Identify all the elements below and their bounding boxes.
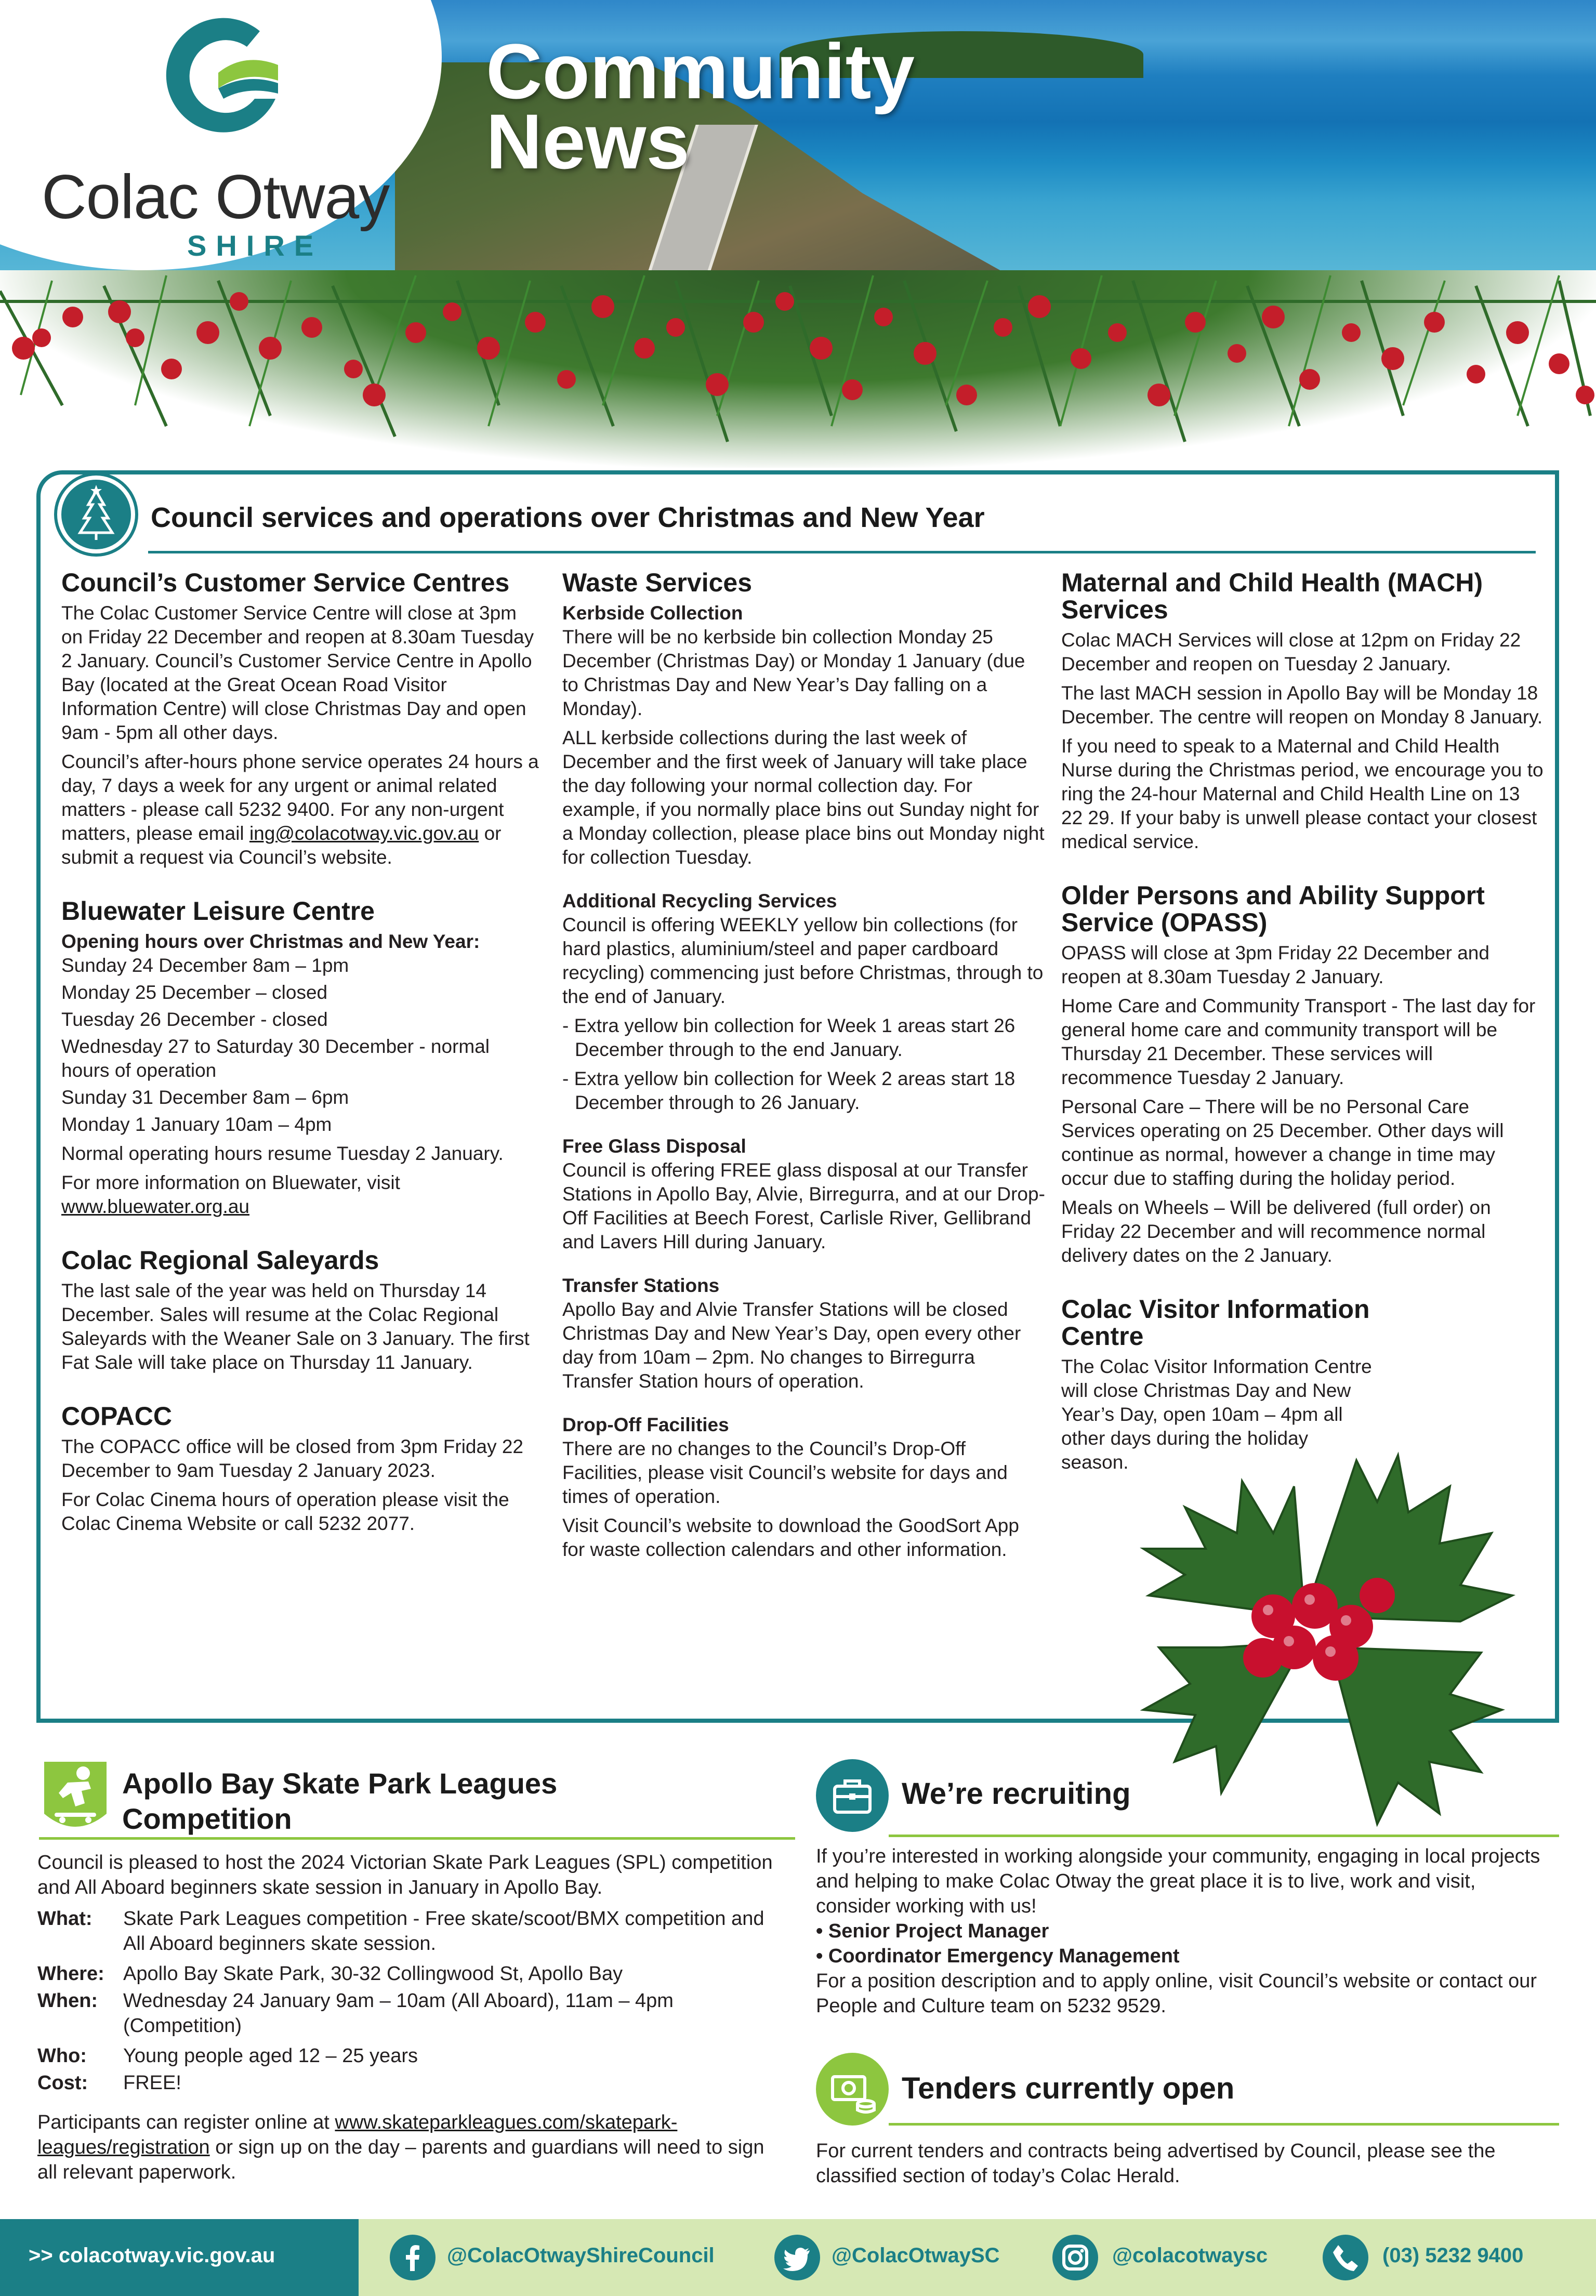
recycling-text: Council is offering WEEKLY yellow bin collections (for hard plastics, aluminium/steel and paper cardboard recycling) commencing just before Christmas, through to the end of January.	[562, 914, 1044, 1007]
heading-rule	[148, 551, 1536, 553]
copacc-title: COPACC	[61, 1402, 172, 1431]
title-line-2: News	[486, 98, 690, 185]
bluewater-hours-row: Monday 25 December – closed	[61, 982, 328, 1003]
role-item: • Coordinator Emergency Management	[816, 1945, 1180, 1967]
phone-number[interactable]: (03) 5232 9400	[1382, 2244, 1524, 2267]
copacc-text-1: The COPACC office will be closed from 3pm Friday 22 December to 9am Tuesday 2 January 2023.	[61, 1436, 524, 1481]
customer-service-text-2: Council’s after-hours phone service operates 24 hours a day, 7 days a week for any urgent or animal related matters - please call 5232 9400. For any non-urgent matters, please email ing@colacotway.vic.gov.au or submit a request via Council’s website.	[61, 751, 539, 868]
row-label: Who:	[37, 2045, 87, 2067]
row-label: What:	[37, 1908, 93, 1930]
skate-row-what	[37, 1906, 796, 1955]
transfer-subtitle: Transfer Stations	[562, 1275, 720, 1296]
skate-register-text: Participants can register online at www.skateparkleagues.com/skatepark-leagues/registration or sign up on the day – parents and guardians will need to sign all relevant paperwork.	[37, 2112, 764, 2183]
customer-service-text-1: The Colac Customer Service Centre will close at 3pm on Friday 22 December and reopen at 8.30am Tuesday 2 January. Council’s Customer Service Centre in Apollo Bay (located at the Great Ocean Road Visitor Information Centre) will close Christmas Day and open 9am - 5pm all other days.	[61, 602, 534, 743]
twitter-handle[interactable]: @ColacOtwaySC	[832, 2244, 1000, 2267]
tender-icon	[816, 2053, 889, 2126]
saleyards-text: The last sale of the year was held on Thursday 14 December. Sales will resume at the Colac Regional Saleyards with the Weaner Sale on 3 January. The first Fat Sale will take place on Thursday 11 January.	[61, 1280, 530, 1373]
glass-subtitle: Free Glass Disposal	[562, 1136, 746, 1157]
twitter-icon[interactable]	[774, 2235, 820, 2280]
tenders-heading: Tenders currently open	[902, 2071, 1235, 2105]
instagram-icon[interactable]	[1052, 2235, 1098, 2280]
mach-title: Maternal and Child Health (MACH) Services	[1061, 568, 1483, 624]
kerbside-subtitle: Kerbside Collection	[562, 602, 743, 624]
opass-title: Older Persons and Ability Support Service (OPASS)	[1061, 881, 1485, 937]
row-value: Skate Park Leagues competition - Free skate/scoot/BMX competition and All Aboard beginners skate session.	[123, 1908, 764, 1955]
bluewater-info-text: For more information on Bluewater, visit www.bluewater.org.au	[61, 1172, 400, 1217]
logo-subtext: SHIRE	[187, 229, 323, 262]
recycling-subtitle: Additional Recycling Services	[562, 890, 837, 912]
recruiting-apply-text: For a position description and to apply online, visit Council’s website or contact our People and Culture team on 5232 9529.	[816, 1970, 1537, 2017]
bluewater-hours-row: Sunday 31 December 8am – 6pm	[61, 1087, 349, 1108]
kerbside-text-1: There will be no kerbside bin collection Monday 25 December (Christmas Day) or Monday 1 January (due to Christmas Day and New Year’s Day falling on a Monday).	[562, 626, 1025, 719]
bluewater-hours-row: Wednesday 27 to Saturday 30 December - normal hours of operation	[61, 1036, 490, 1081]
recruiting-body	[816, 1844, 1554, 2018]
glass-text: Council is offering FREE glass disposal at our Transfer Stations in Apollo Bay, Alvie, Birregurra, and at our Drop-Off Facilities at Beech Forest, Carlisle River, Gellibrand and Lavers Hill during January.	[562, 1159, 1045, 1252]
customer-service-title: Council’s Customer Service Centres	[61, 568, 510, 597]
saleyards-title: Colac Regional Saleyards	[61, 1246, 379, 1275]
bluewater-subtitle: Opening hours over Christmas and New Year:	[61, 931, 480, 952]
row-value: Young people aged 12 – 25 years	[123, 2045, 418, 2067]
visitor-centre-title: Colac Visitor Information Centre	[1061, 1295, 1370, 1351]
row-label: When:	[37, 1990, 98, 2012]
skateboarder-icon	[39, 1757, 112, 1835]
recruiting-intro: If you’re interested in working alongside your community, engaging in local projects and helping to make Colac Otway the great place it is to live, work and visit, consider working with us!	[816, 1845, 1540, 1917]
bluewater-resume-text: Normal operating hours resume Tuesday 2 January.	[61, 1143, 504, 1164]
transfer-text: Apollo Bay and Alvie Transfer Stations will be closed Christmas Day and New Year’s Day, open every other day from 10am – 2pm. No changes to Birregurra Transfer Station hours of operation.	[562, 1299, 1021, 1392]
opass-text-3: Personal Care – There will be no Personal Care Services operating on 25 December. Other days will continue as normal, however a change in time may occur due to staffing during the holiday period.	[1061, 1096, 1504, 1189]
logo-wordmark: Colac Otway	[42, 162, 390, 232]
tenders-text: For current tenders and contracts being advertised by Council, please see the classified section of today’s Colac Herald.	[816, 2140, 1496, 2187]
opass-text-2: Home Care and Community Transport - The last day for general home care and community transport will be Thursday 21 December. These services will recommence Tuesday 2 January.	[1061, 995, 1536, 1088]
bluewater-hours-row: Monday 1 January 10am – 4pm	[61, 1114, 332, 1135]
column-middle	[562, 569, 1046, 1567]
holly-decoration	[1086, 1398, 1564, 1866]
recruiting-heading: We’re recruiting	[902, 1777, 1131, 1811]
facebook-icon[interactable]	[390, 2235, 436, 2280]
title-line-1: Community	[486, 28, 915, 115]
mach-text-1: Colac MACH Services will close at 12pm on Friday 22 December and reopen on Tuesday 2 January.	[1061, 629, 1521, 675]
dropoff-text-2: Visit Council’s website to download the GoodSort App for waste collection calendars and other information.	[562, 1515, 1019, 1560]
role-item: • Senior Project Manager	[816, 1920, 1049, 1942]
bluewater-hours-row: Sunday 24 December 8am – 1pm	[61, 955, 349, 976]
skate-row-when	[37, 1988, 796, 2037]
email-link[interactable]: ing@colacotway.vic.gov.au	[249, 823, 479, 844]
column-right	[1061, 569, 1545, 1480]
bluewater-link[interactable]: www.bluewater.org.au	[61, 1196, 249, 1217]
page-title	[486, 28, 915, 185]
kerbside-text-2: ALL kerbside collections during the last week of December and the first week of January will take place the day following your normal collection day. For example, if you normally place bins out Sunday night for a Monday collection, please place bins out Monday night for collection Tuesday.	[562, 727, 1045, 868]
skate-row-cost	[37, 2070, 796, 2095]
row-value: Wednesday 24 January 9am – 10am (All Aboard), 11am – 4pm (Competition)	[123, 1990, 674, 2037]
column-left	[61, 569, 539, 1541]
briefcase-icon	[816, 1759, 889, 1832]
bluewater-title: Bluewater Leisure Centre	[61, 896, 375, 926]
instagram-handle[interactable]: @colacotwaysc	[1112, 2244, 1268, 2267]
opass-text-4: Meals on Wheels – Will be delivered (full order) on Friday 22 December and will recommence normal delivery dates on the 2 January.	[1061, 1197, 1491, 1266]
opass-text-1: OPASS will close at 3pm Friday 22 December and reopen at 8.30am Tuesday 2 January.	[1061, 942, 1489, 987]
facebook-handle[interactable]: @ColacOtwayShireCouncil	[447, 2244, 715, 2267]
header	[0, 0, 1596, 270]
skate-rule	[39, 1837, 795, 1840]
christmas-garland	[0, 270, 1596, 468]
dropoff-text-1: There are no changes to the Council’s Drop-Off Facilities, please visit Council’s website for days and times of operation.	[562, 1438, 1008, 1507]
bluewater-hours-row: Tuesday 26 December - closed	[61, 1009, 328, 1030]
tenders-rule	[889, 2123, 1559, 2126]
website-link[interactable]: >> colacotway.vic.gov.au	[29, 2244, 275, 2267]
skate-row-where	[37, 1961, 796, 1986]
recycling-item: - Extra yellow bin collection for Week 2 areas start 18 December through to 26 January.	[562, 1068, 1015, 1113]
registration-link[interactable]: www.skateparkleagues.com/skatepark-leagues/registration	[37, 2112, 678, 2158]
row-label: Where:	[37, 1963, 104, 1985]
footer	[0, 2219, 1596, 2296]
mach-text-3: If you need to speak to a Maternal and Child Health Nurse during the Christmas period, we encourage you to ring the 24-hour Maternal and Child Health Line on 13 22 29. If your baby is unwell please contact your closest medical service.	[1061, 735, 1544, 852]
skate-intro: Council is pleased to host the 2024 Victorian Skate Park Leagues (SPL) competition and All Aboard beginners skate session in January in Apollo Bay.	[37, 1852, 773, 1898]
row-value: FREE!	[123, 2072, 181, 2094]
dropoff-subtitle: Drop-Off Facilities	[562, 1414, 729, 1435]
recruiting-rule	[889, 1835, 1559, 1837]
services-heading: Council services and operations over Christmas and New Year	[151, 502, 985, 533]
skate-heading: Apollo Bay Skate Park Leagues Competition	[122, 1767, 558, 1835]
row-label: Cost:	[37, 2072, 88, 2094]
row-value: Apollo Bay Skate Park, 30-32 Collingwood St, Apollo Bay	[123, 1963, 623, 1985]
waste-title: Waste Services	[562, 568, 753, 597]
phone-icon[interactable]	[1323, 2235, 1368, 2280]
recycling-item: - Extra yellow bin collection for Week 1 areas start 26 December through to the end January.	[562, 1015, 1015, 1060]
recycling-list	[562, 1014, 1046, 1115]
shire-logo-icon	[156, 10, 291, 146]
skate-row-who	[37, 2043, 796, 2068]
christmas-tree-icon	[57, 476, 135, 553]
copacc-text-2: For Colac Cinema hours of operation please visit the Colac Cinema Website or call 5232 2077.	[61, 1489, 509, 1534]
visitor-centre-text: The Colac Visitor Information Centre will close Christmas Day and New Year’s Day, open 10am – 4pm all other days during the holiday season.	[1061, 1356, 1372, 1473]
mach-text-2: The last MACH session in Apollo Bay will be Monday 18 December. The centre will reopen on Monday 8 January.	[1061, 682, 1543, 728]
